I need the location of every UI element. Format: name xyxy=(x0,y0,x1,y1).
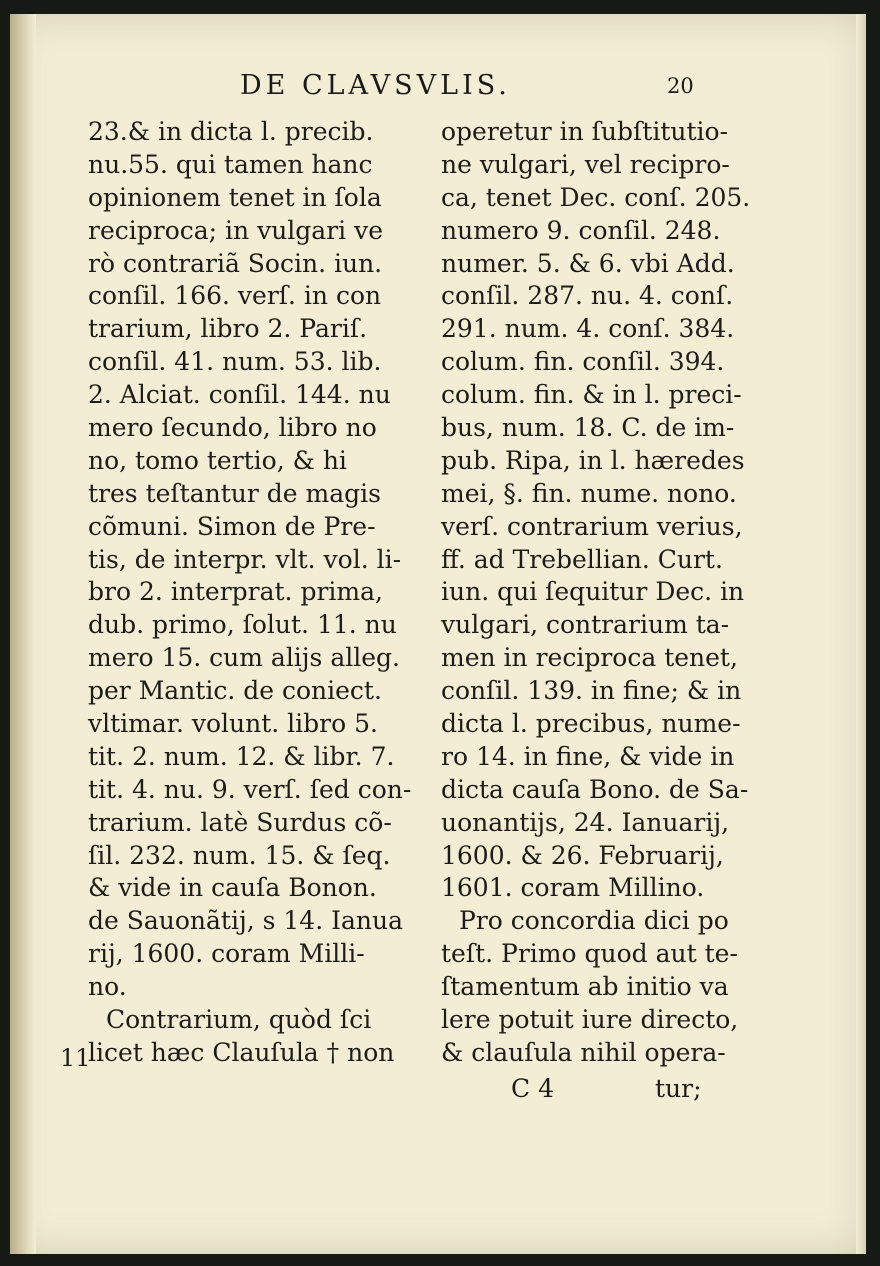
text-line: ff. ad Trebellian. Curt. xyxy=(441,544,723,574)
text-line: bus, num. 18. C. de im- xyxy=(441,413,735,443)
text-line: numero 9. conſil. 248. xyxy=(441,215,721,245)
text-line: pub. Ripa, in l. hæredes xyxy=(441,445,745,475)
text-line: trarium. latè Surdus cõ- xyxy=(88,807,392,837)
text-line: dicta cauſa Bono. de Sa- xyxy=(441,774,749,804)
text-line: ſil. 232. num. 15. & ſeq. xyxy=(88,840,391,870)
text-line: dub. primo, ſolut. 11. nu xyxy=(88,610,397,640)
text-line: reciproca; in vulgari ve xyxy=(88,215,384,245)
text-line: no. xyxy=(88,972,127,1002)
text-line: bro 2. interprat. prima, xyxy=(88,577,383,607)
text-line: cõmuni. Simon de Pre- xyxy=(88,511,376,541)
text-line: conſil. 139. in fine; & in xyxy=(441,676,742,706)
right-text-column xyxy=(441,116,771,1070)
text-line: colum. fin. conſil. 394. xyxy=(441,347,725,377)
text-line: tis, de interpr. vlt. vol. li- xyxy=(88,544,402,574)
text-line: teſt. Primo quod aut te- xyxy=(441,939,738,969)
folio-number: 20 xyxy=(667,74,694,98)
text-line: no, tomo tertio, & hi xyxy=(88,445,347,475)
text-line: Pro concordia dici po xyxy=(459,906,729,936)
text-line: conſil. 166. verſ. in con xyxy=(88,281,382,311)
text-line: colum. fin. & in l. preci- xyxy=(441,380,742,410)
text-line: mero 15. cum alijs alleg. xyxy=(88,643,400,673)
text-line: trarium, libro 2. Pariſ. xyxy=(88,314,368,344)
left-text-column xyxy=(88,116,412,1070)
text-line: mero ſecundo, libro no xyxy=(88,413,377,443)
text-line: per Mantic. de coniect. xyxy=(88,676,382,706)
text-line: & vide in cauſa Bonon. xyxy=(88,873,377,903)
text-line: verſ. contrarium verius, xyxy=(441,511,743,541)
catchword: tur; xyxy=(655,1074,702,1103)
text-line: numer. 5. & 6. vbi Add. xyxy=(441,248,735,278)
text-line: ro 14. in fine, & vide in xyxy=(441,741,735,771)
signature-mark: C 4 xyxy=(511,1074,554,1103)
page-edge-shadow xyxy=(856,14,866,1254)
text-line: ca, tenet Dec. conſ. 205. xyxy=(441,182,751,212)
text-line: rij, 1600. coram Milli- xyxy=(88,939,365,969)
text-line: rò contrariã Socin. iun. xyxy=(88,248,383,278)
page-gutter-shadow xyxy=(10,14,36,1254)
text-line: 23.& in dicta l. precib. xyxy=(88,117,374,146)
text-line: lere potuit iure directo, xyxy=(441,1005,739,1035)
text-line: tit. 4. nu. 9. verſ. ſed con- xyxy=(88,774,412,804)
text-line: 2. Alciat. conſil. 144. nu xyxy=(88,380,391,410)
text-line: 1600. & 26. Februarij, xyxy=(441,840,724,870)
text-line: operetur in ſubſtitutio- xyxy=(441,117,729,146)
text-line: & clauſula nihil opera- xyxy=(441,1037,726,1067)
text-line: vltimar. volunt. libro 5. xyxy=(88,709,378,739)
text-line: ſtamentum ab initio va xyxy=(441,972,729,1002)
text-line: 291. num. 4. conſ. 384. xyxy=(441,314,735,344)
text-line: mei, §. fin. nume. nono. xyxy=(441,478,737,508)
text-line: tit. 2. num. 12. & libr. 7. xyxy=(88,741,395,771)
text-line: conſil. 41. num. 53. lib. xyxy=(88,347,382,377)
running-title: DE CLAVSVLIS. xyxy=(240,70,511,101)
text-line: dicta l. precibus, nume- xyxy=(441,709,741,739)
text-line: licet hæc Clauſula † non xyxy=(88,1037,395,1067)
text-line: opinionem tenet in ſola xyxy=(88,182,382,212)
text-line: iun. qui ſequitur Dec. in xyxy=(441,577,745,607)
text-line: nu.55. qui tamen hanc xyxy=(88,149,373,179)
text-line: men in reciproca tenet, xyxy=(441,643,738,673)
text-line: vulgari, contrarium ta- xyxy=(441,610,730,640)
text-line: uonantijs, 24. Ianuarij, xyxy=(441,807,730,837)
text-line: ne vulgari, vel recipro- xyxy=(441,149,730,179)
text-line: de Sauonãtij, s 14. Ianua xyxy=(88,906,403,936)
text-line: Contrarium, quòd ſci xyxy=(106,1005,372,1035)
text-line: tres teſtantur de magis xyxy=(88,478,381,508)
text-line: 1601. coram Millino. xyxy=(441,873,705,903)
marginal-paragraph-number: 11 xyxy=(60,1044,91,1072)
text-line: conſil. 287. nu. 4. conſ. xyxy=(441,281,734,311)
